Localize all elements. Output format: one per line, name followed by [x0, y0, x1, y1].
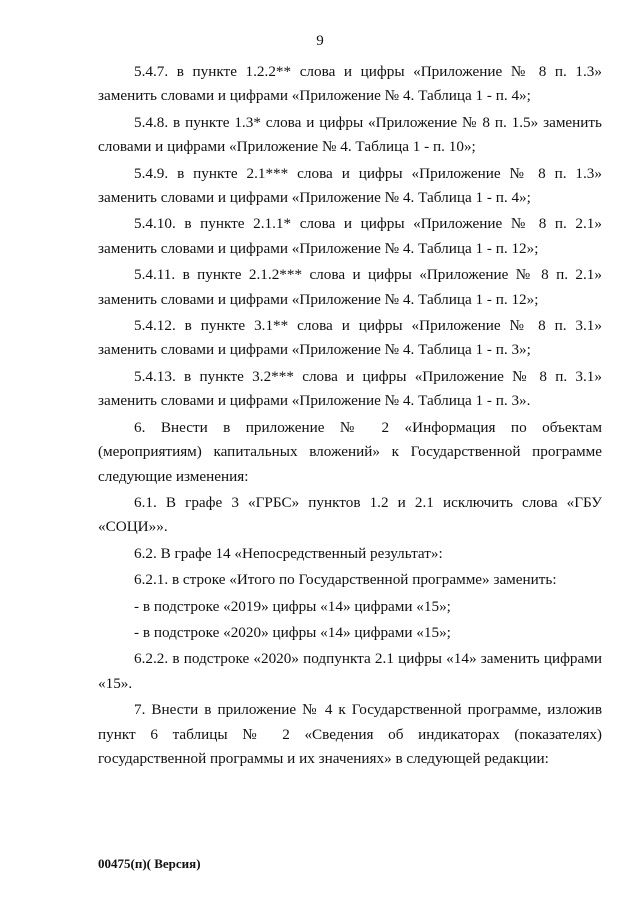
paragraph-5-4-9: 5.4.9. в пункте 2.1*** слова и цифры «Приложение № 8 п. 1.3» заменить словами и цифрами «Приложение № 4. Таблица 1 - п. 4»;	[98, 164, 602, 207]
document-body	[98, 60, 602, 773]
paragraph-substring-2020: - в подстроке «2020» цифры «14» цифрами «15»;	[134, 623, 451, 641]
paragraph-6: 6. Внести в приложение № 2 «Информация по объектам (мероприятиям) капитальных вложений» к Государственной программе следующие изменения:	[98, 418, 602, 485]
page-number: 9	[316, 33, 324, 49]
paragraph-substring-2019: - в подстроке «2019» цифры «14» цифрами «15»;	[134, 597, 451, 615]
paragraph-5-4-8: 5.4.8. в пункте 1.3* слова и цифры «Приложение № 8 п. 1.5» заменить словами и цифрами «Приложение № 4. Таблица 1 - п. 10»;	[98, 113, 602, 156]
paragraph-5-4-11: 5.4.11. в пункте 2.1.2*** слова и цифры «Приложение № 8 п. 2.1» заменить словами и цифрами «Приложение № 4. Таблица 1 - п. 12»;	[98, 266, 602, 308]
paragraph-5-4-7: 5.4.7. в пункте 1.2.2** слова и цифры «Приложение № 8 п. 1.3» заменить словами и цифрами «Приложение № 4. Таблица 1 - п. 4»;	[98, 63, 602, 105]
paragraph-7: 7. Внести в приложение № 4 к Государственной программе, изложив пункт 6 таблицы № 2 «Сведения об индикаторах (показателях) государственной программы и их значениях» в следующей редакции:	[98, 701, 602, 767]
paragraph-5-4-13: 5.4.13. в пункте 3.2*** слова и цифры «Приложение № 8 п. 3.1» заменить словами и цифрами «Приложение № 4. Таблица 1 - п. 3».	[98, 367, 602, 410]
paragraph-5-4-12: 5.4.12. в пункте 3.1** слова и цифры «Приложение № 8 п. 3.1» заменить словами и цифрами «Приложение № 4. Таблица 1 - п. 3»;	[98, 317, 602, 359]
paragraph-6-1: 6.1. В графе 3 «ГРБС» пунктов 1.2 и 2.1 исключить слова «ГБУ «СОЦИ»».	[98, 493, 602, 536]
paragraph-6-2: 6.2. В графе 14 «Непосредственный результат»:	[134, 544, 443, 562]
paragraph-6-2-2: 6.2.2. в подстроке «2020» подпункта 2.1 цифры «14» заменить цифрами «15».	[98, 650, 602, 692]
paragraph-6-2-1: 6.2.1. в строке «Итого по Государственной программе» заменить:	[134, 571, 557, 589]
document-footer: 00475(п)( Версия)	[98, 856, 201, 871]
paragraph-5-4-10: 5.4.10. в пункте 2.1.1* слова и цифры «Приложение № 8 п. 2.1» заменить словами и цифрами «Приложение № 4. Таблица 1 - п. 12»;	[98, 215, 602, 257]
